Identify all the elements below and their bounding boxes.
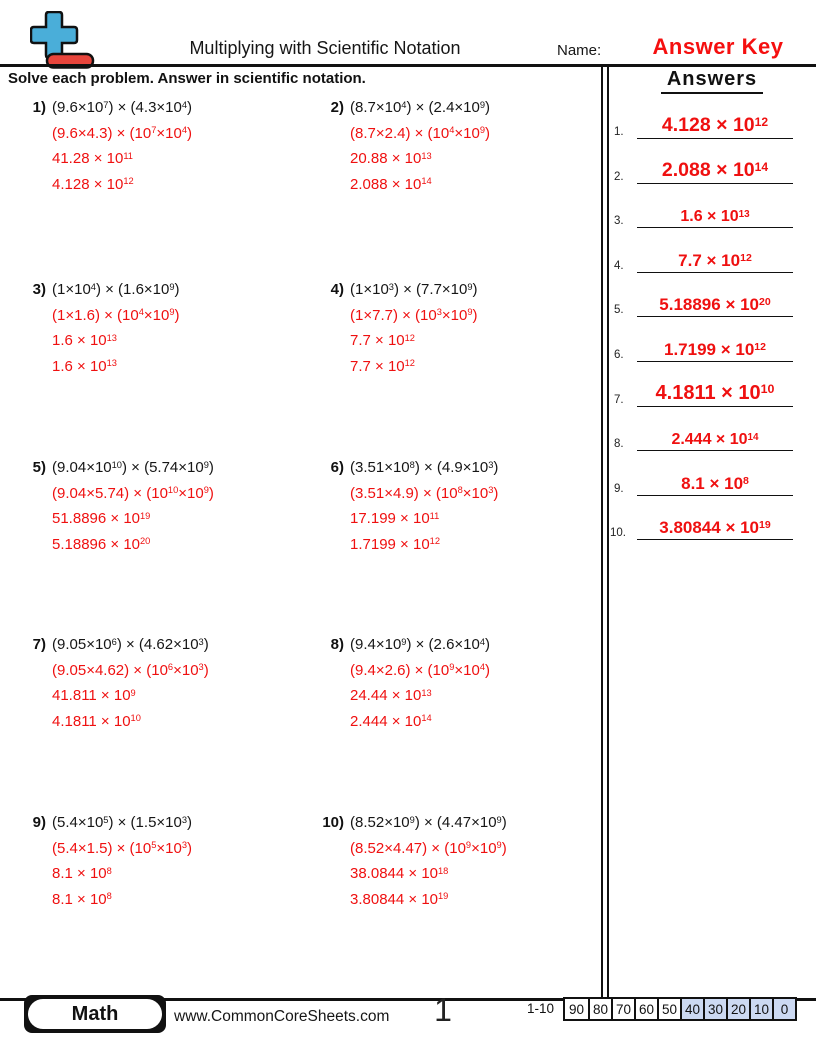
work-step: $(9.05\times 4.62) \times (10^6\times 10^3)$	[52, 661, 209, 679]
score-cell: 50	[657, 999, 680, 1019]
work-step: $2.088 \times 10^{14}$	[350, 175, 432, 193]
answer-blank-line	[637, 146, 793, 184]
work-step: $(1\times 7.7) \times (10^3\times 10^9)$	[350, 306, 478, 324]
work-step: $51.8896 \times 10^{19}$	[52, 510, 151, 527]
work-step: $7.7 \times 10^{12}$	[350, 332, 415, 349]
answer-blank-line	[637, 324, 793, 362]
answer-row-9	[608, 458, 816, 496]
answer-value: $2.088 \times 10^{14}$	[661, 159, 769, 181]
answer-row-1	[608, 101, 816, 139]
header-divider	[0, 64, 816, 67]
score-cell: 0	[772, 999, 795, 1019]
answer-blank-line	[637, 369, 793, 407]
work-step: $5.18896 \times 10^{20}$	[52, 535, 151, 553]
score-cell: 30	[703, 999, 726, 1019]
problem-7	[22, 632, 209, 734]
answer-number: 1.	[614, 126, 624, 138]
answer-row-4	[608, 235, 816, 273]
work-step: $4.128 \times 10^{12}$	[52, 175, 134, 193]
work-step: $4.1811 \times 10^{10}$	[52, 712, 141, 730]
work-step: $1.6 \times 10^{13}$	[52, 332, 117, 349]
score-cell: 80	[588, 999, 611, 1019]
problem-8	[312, 632, 490, 734]
problem-3	[22, 277, 180, 379]
website-url: www.CommonCoreSheets.com	[174, 1008, 390, 1025]
work-step: $8.1 \times 10^8$	[52, 865, 112, 882]
work-step: $(1\times 1.6) \times (10^4\times 10^9)$	[52, 306, 180, 324]
subject-badge-label: Math	[28, 999, 162, 1029]
answer-row-5	[608, 279, 816, 317]
answer-blank-line	[637, 279, 793, 317]
answer-number: 2.	[614, 171, 624, 183]
problem-expression: $(8.7\times 10^4) \times (2.4\times 10^9)$	[350, 99, 491, 116]
problem-10	[312, 810, 507, 912]
problem-expression: $(9.4\times 10^9) \times (2.6\times 10^4)$	[350, 636, 491, 653]
problem-number: 5)	[32, 459, 46, 476]
answer-value: $5.18896 \times 10^{20}$	[659, 295, 771, 314]
work-step: $(5.4\times 1.5) \times (10^5\times 10^3)$	[52, 839, 193, 857]
score-range-label: 1-10	[527, 1001, 555, 1016]
work-step: $(3.51\times 4.9) \times (10^8\times 10^3)$	[350, 484, 499, 502]
answer-number: 7.	[614, 394, 624, 406]
score-cell: 70	[611, 999, 634, 1019]
answer-value: $2.444 \times 10^{14}$	[671, 431, 759, 448]
score-cell: 40	[680, 999, 703, 1019]
problem-number: 3)	[32, 281, 46, 298]
answer-number: 5.	[614, 304, 624, 316]
answer-value: $1.7199 \times 10^{12}$	[664, 340, 766, 359]
problem-2	[312, 95, 490, 197]
answer-blank-line	[637, 101, 793, 139]
answer-key-text: Answer Key	[652, 34, 784, 59]
score-cell: 20	[726, 999, 749, 1019]
problem-6	[312, 455, 498, 557]
work-step: $2.444 \times 10^{14}$	[350, 712, 432, 730]
answer-row-7	[608, 369, 816, 407]
work-step: $(8.7\times 2.4) \times (10^4\times 10^9)$	[350, 124, 491, 142]
answer-blank-line	[637, 502, 793, 540]
answer-row-2	[608, 146, 816, 184]
problem-number: 2)	[330, 99, 344, 116]
work-step: $(8.52\times 4.47) \times (10^9\times 10^9)$	[350, 839, 507, 857]
work-step: $(9.4\times 2.6) \times (10^9\times 10^4)$	[350, 661, 491, 679]
problem-number: 6)	[330, 459, 344, 476]
answer-value: $4.1811 \times 10^{10}$	[655, 382, 775, 404]
answer-value: $3.80844 \times 10^{19}$	[659, 518, 771, 537]
answers-panel-title: Answers	[661, 68, 763, 94]
work-step: $(9.6\times 4.3) \times (10^7\times 10^4)$	[52, 124, 193, 142]
problem-expression: $(8.52\times 10^9) \times (4.47\times 10^9)$	[350, 814, 507, 831]
problem-expression: $(5.4\times 10^5) \times (1.5\times 10^3)$	[52, 814, 193, 831]
problem-9	[22, 810, 192, 912]
answer-value: $4.128 \times 10^{12}$	[661, 114, 769, 136]
answer-number: 8.	[614, 438, 624, 450]
work-step: $8.1 \times 10^8$	[52, 890, 112, 908]
answer-number: 10.	[610, 527, 626, 539]
answer-blank-line	[637, 235, 793, 273]
answer-row-3	[608, 190, 816, 228]
problem-5	[22, 455, 214, 557]
problem-expression: $(1\times 10^3) \times (7.7\times 10^9)$	[350, 281, 478, 298]
answer-row-10	[608, 502, 816, 540]
problem-expression: $(1\times 10^4) \times (1.6\times 10^9)$	[52, 281, 180, 298]
answer-row-8	[608, 413, 816, 451]
name-label: Name:	[557, 42, 602, 59]
answer-number: 6.	[614, 349, 624, 361]
problem-number: 4)	[330, 281, 344, 298]
problem-number: 10)	[322, 814, 344, 831]
answer-blank-line	[637, 458, 793, 496]
problem-number: 8)	[330, 636, 344, 653]
instructions-text: Solve each problem. Answer in scientific notation.	[8, 70, 366, 87]
problem-number: 1)	[32, 99, 46, 116]
score-cell: 90	[568, 1001, 585, 1017]
subject-badge	[24, 995, 166, 1033]
work-step: $17.199 \times 10^{11}$	[350, 510, 440, 527]
problem-expression: $(3.51\times 10^8) \times (4.9\times 10^3)$	[350, 459, 499, 476]
problem-number: 9)	[32, 814, 46, 831]
problem-4	[312, 277, 478, 379]
work-step: $1.7199 \times 10^{12}$	[350, 535, 441, 553]
answer-blank-line	[637, 190, 793, 228]
work-step: $38.0844 \times 10^{18}$	[350, 865, 449, 882]
page-title: Multiplying with Scientific Notation	[189, 38, 461, 58]
work-step: $20.88 \times 10^{13}$	[350, 150, 432, 167]
score-cell: 60	[634, 999, 657, 1019]
answer-blank-line	[637, 413, 793, 451]
work-step: $41.28 \times 10^{11}$	[52, 150, 133, 167]
problem-expression: $(9.04\times 10^{10}) \times (5.74\times 10^9)$	[52, 459, 214, 476]
answer-number: 4.	[614, 260, 624, 272]
problem-expression: $(9.05\times 10^6) \times (4.62\times 10^3)$	[52, 636, 209, 653]
page-number: 1	[434, 992, 452, 1028]
answer-value: $1.6 \times 10^{13}$	[680, 208, 750, 225]
work-step: $(9.04\times 5.74) \times (10^{10}\times 10^9)$	[52, 484, 214, 502]
problem-1	[22, 95, 192, 197]
work-step: $1.6 \times 10^{13}$	[52, 357, 117, 375]
score-table	[563, 997, 797, 1021]
answer-value: $7.7 \times 10^{12}$	[678, 251, 752, 270]
score-cell: 10	[749, 999, 772, 1019]
problem-number: 7)	[32, 636, 46, 653]
answer-number: 3.	[614, 215, 624, 227]
work-step: $3.80844 \times 10^{19}$	[350, 890, 449, 908]
work-step: $41.811 \times 10^9$	[52, 687, 136, 704]
work-step: $7.7 \times 10^{12}$	[350, 357, 415, 375]
work-step: $24.44 \times 10^{13}$	[350, 687, 432, 704]
answer-value: $8.1 \times 10^8$	[681, 474, 749, 493]
answer-number: 9.	[614, 483, 624, 495]
answer-row-6	[608, 324, 816, 362]
problem-expression: $(9.6\times 10^7) \times (4.3\times 10^4)$	[52, 99, 193, 116]
